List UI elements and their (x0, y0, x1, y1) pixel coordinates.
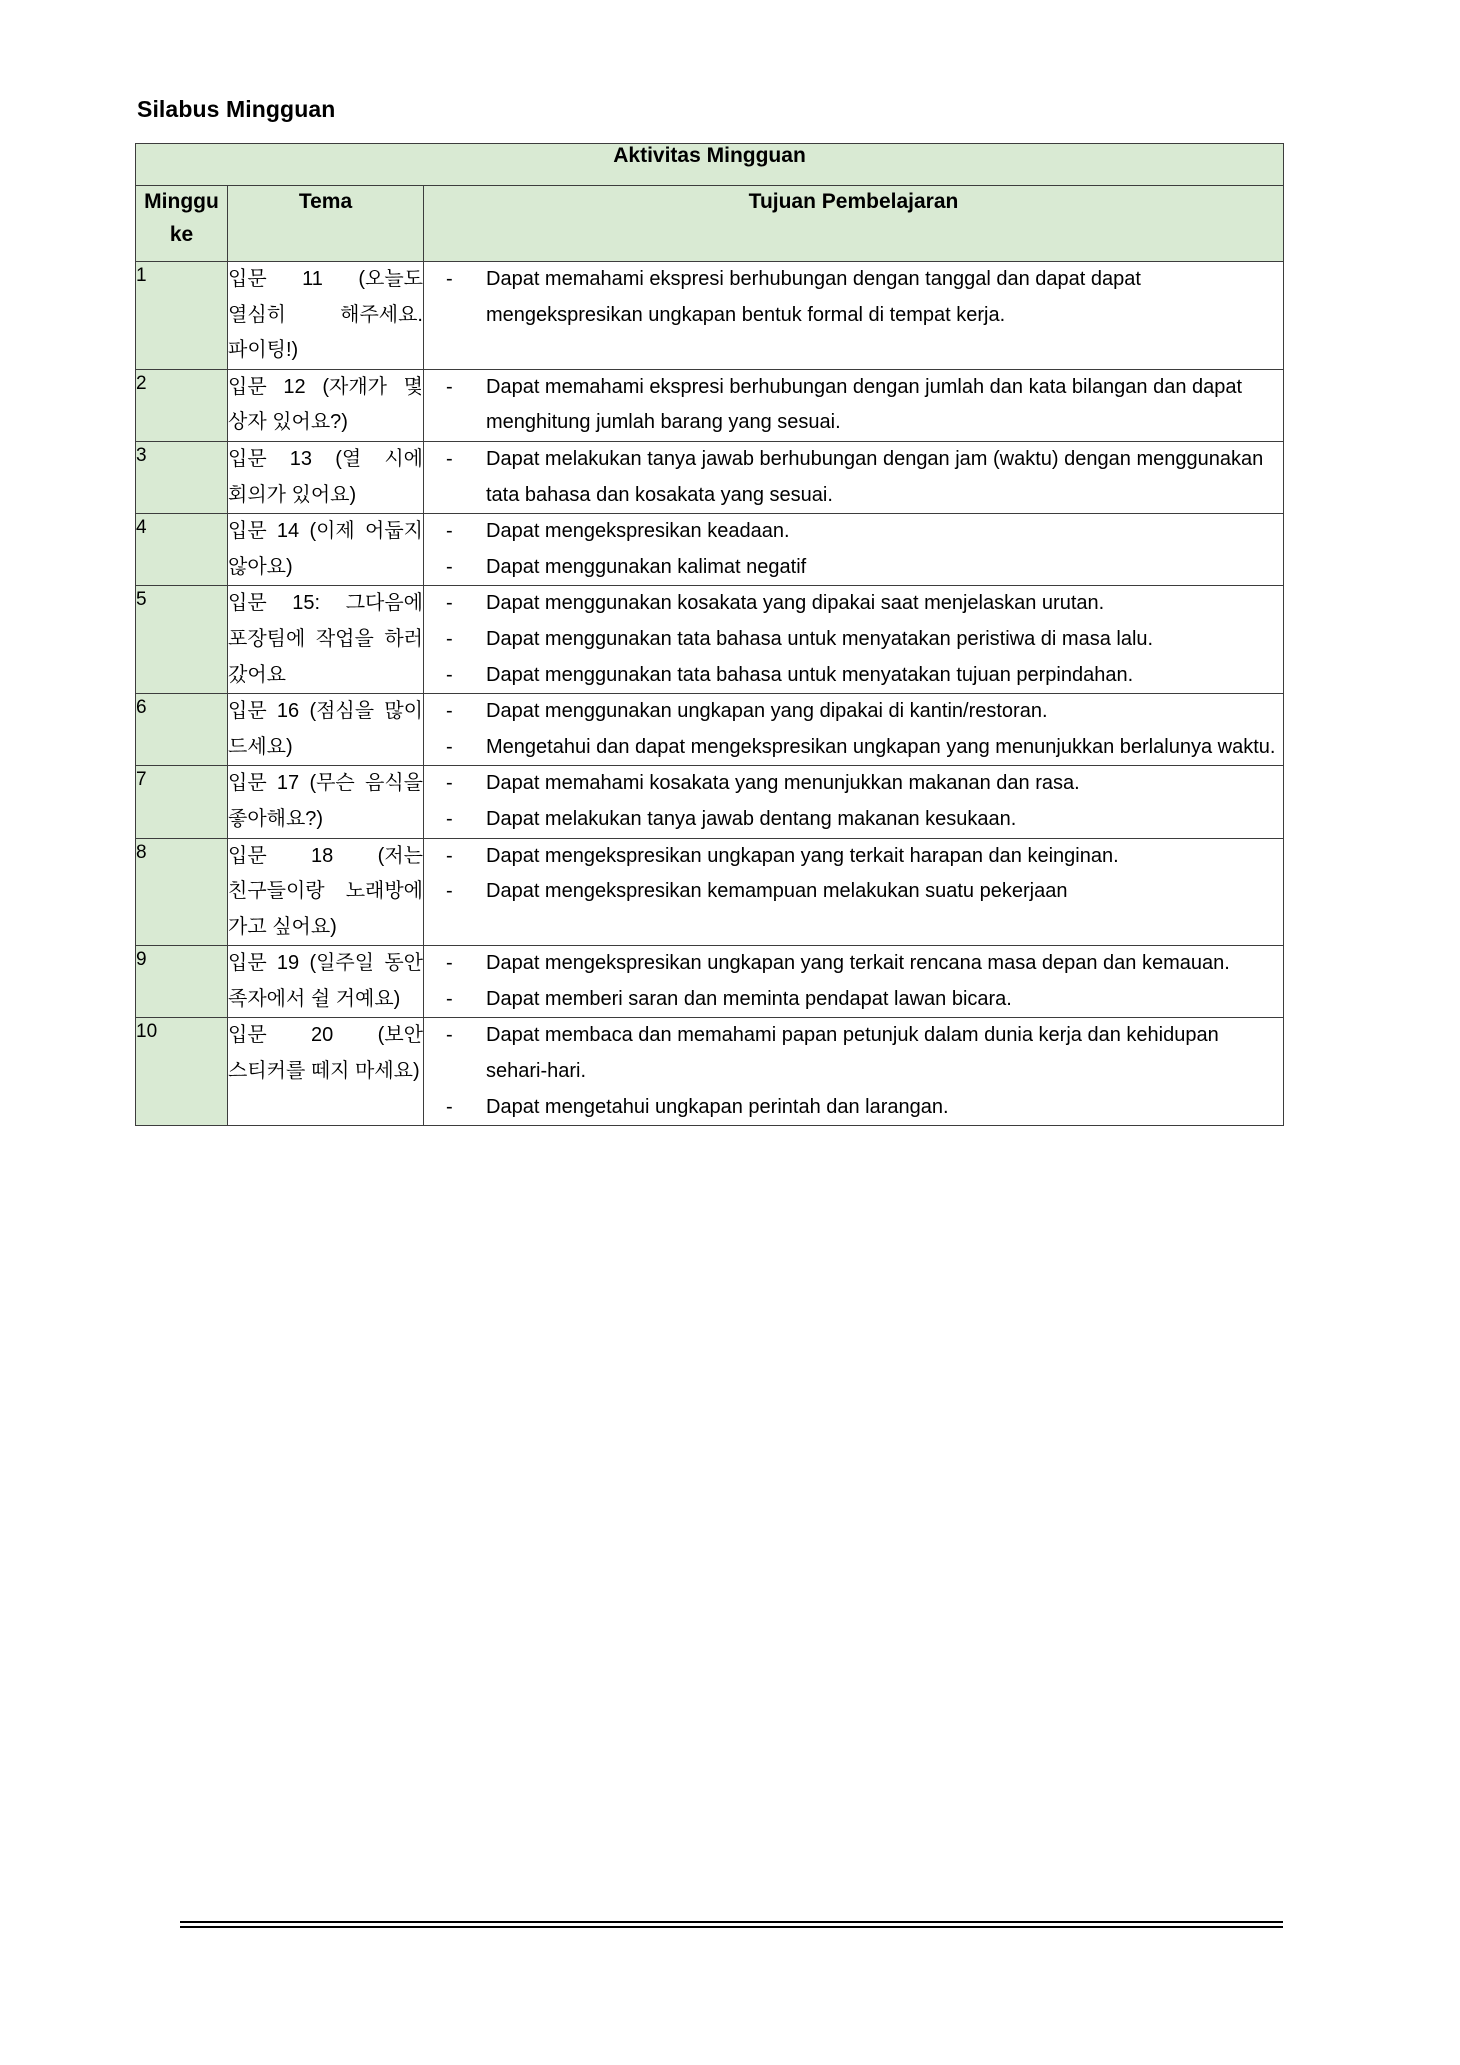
table-row (136, 586, 1284, 694)
objective-item: - Dapat menggunakan ungkapan yang dipakai di kantin/restoran. (424, 694, 1283, 730)
cell-objectives (424, 946, 1284, 1018)
table-row (136, 838, 1284, 946)
objective-item: - Dapat memberi saran dan meminta pendapat lawan bicara. (424, 982, 1283, 1018)
objective-item: - Dapat melakukan tanya jawab dentang makanan kesukaan. (424, 802, 1283, 838)
table-column-header-row (136, 186, 1284, 262)
column-header-week (136, 186, 228, 262)
cell-theme: 입문 20 (보안 스티커를 떼지 마세요) (228, 1018, 424, 1126)
column-header-week-line2: ke (169, 222, 194, 246)
objective-item: - Dapat menggunakan tata bahasa untuk menyatakan peristiwa di masa lalu. (424, 622, 1283, 658)
cell-week-number: 3 (136, 441, 228, 513)
cell-theme: 입문 12 (자개가 몇 상자 있어요?) (228, 369, 424, 441)
objective-list (424, 694, 1283, 765)
column-header-week-line1: Minggu (144, 190, 219, 213)
cell-theme: 입문 14 (이제 어둡지 않아요) (228, 514, 424, 586)
cell-week-number: 4 (136, 514, 228, 586)
cell-theme: 입문 18 (저는 친구들이랑 노래방에 가고 싶어요) (228, 838, 424, 946)
table-body (136, 262, 1284, 1126)
cell-theme: 입문 16 (점심을 많이 드세요) (228, 694, 424, 766)
objective-item: - Dapat melakukan tanya jawab berhubungan dengan jam (waktu) dengan menggunakan tata bahasa dan kosakata yang sesuai. (424, 442, 1283, 513)
cell-week-number: 10 (136, 1018, 228, 1126)
objective-item: - Dapat memahami ekspresi berhubungan dengan jumlah dan kata bilangan dan dapat menghitung jumlah barang yang sesuai. (424, 370, 1283, 441)
cell-week-number: 7 (136, 766, 228, 838)
objective-item: - Dapat mengetahui ungkapan perintah dan larangan. (424, 1090, 1283, 1126)
objective-item: - Dapat menggunakan kalimat negatif (424, 550, 1283, 586)
cell-objectives (424, 694, 1284, 766)
table-row (136, 946, 1284, 1018)
objective-list (424, 514, 1283, 585)
column-header-theme: Tema (228, 186, 424, 262)
table-row (136, 766, 1284, 838)
column-header-objectives: Tujuan Pembelajaran (424, 186, 1284, 262)
objective-list (424, 839, 1283, 910)
objective-item: - Dapat memahami kosakata yang menunjukkan makanan dan rasa. (424, 766, 1283, 802)
table-row (136, 694, 1284, 766)
cell-theme: 입문 11 (오늘도 열심히 해주세요. 파이팅!) (228, 262, 424, 370)
objective-list (424, 370, 1283, 441)
cell-week-number: 5 (136, 586, 228, 694)
cell-objectives (424, 441, 1284, 513)
cell-theme: 입문 13 (열 시에 회의가 있어요) (228, 441, 424, 513)
cell-week-number: 8 (136, 838, 228, 946)
objective-item: - Dapat menggunakan tata bahasa untuk menyatakan tujuan perpindahan. (424, 658, 1283, 694)
cell-objectives (424, 369, 1284, 441)
cell-week-number: 6 (136, 694, 228, 766)
cell-objectives (424, 586, 1284, 694)
table-row (136, 262, 1284, 370)
cell-objectives (424, 838, 1284, 946)
objective-list (424, 442, 1283, 513)
table-title-cell: Aktivitas Mingguan (136, 144, 1284, 186)
cell-objectives (424, 262, 1284, 370)
cell-objectives (424, 766, 1284, 838)
objective-item: - Dapat mengekspresikan ungkapan yang terkait harapan dan keinginan. (424, 839, 1283, 875)
table-header-merged-row (136, 144, 1284, 186)
cell-week-number: 9 (136, 946, 228, 1018)
cell-theme: 입문 17 (무슨 음식을 좋아해요?) (228, 766, 424, 838)
footer-divider-line-bottom (180, 1926, 1283, 1928)
cell-week-number: 1 (136, 262, 228, 370)
footer-divider-line-top (180, 1921, 1283, 1923)
objective-item: - Dapat mengekspresikan ungkapan yang terkait rencana masa depan dan kemauan. (424, 946, 1283, 982)
objective-item: - Dapat mengekspresikan keadaan. (424, 514, 1283, 550)
cell-week-number: 2 (136, 369, 228, 441)
cell-objectives (424, 514, 1284, 586)
objective-item: - Dapat menggunakan kosakata yang dipakai saat menjelaskan urutan. (424, 586, 1283, 622)
objective-list (424, 946, 1283, 1017)
weekly-syllabus-table (135, 143, 1284, 1126)
table-row (136, 514, 1284, 586)
cell-theme: 입문 15: 그다음에 포장팀에 작업을 하러 갔어요 (228, 586, 424, 694)
table-row (136, 1018, 1284, 1126)
table-header (136, 144, 1284, 262)
objective-list (424, 586, 1283, 693)
objective-item: - Dapat membaca dan memahami papan petunjuk dalam dunia kerja dan kehidupan sehari-hari. (424, 1018, 1283, 1089)
page-title: Silabus Mingguan (137, 96, 336, 122)
footer-divider (180, 1921, 1283, 1928)
objective-item: - Mengetahui dan dapat mengekspresikan ungkapan yang menunjukkan berlalunya waktu. (424, 730, 1283, 766)
objective-list (424, 1018, 1283, 1125)
objective-list (424, 766, 1283, 837)
table-row (136, 441, 1284, 513)
objective-item: - Dapat memahami ekspresi berhubungan dengan tanggal dan dapat dapat mengekspresikan ungkapan bentuk formal di tempat kerja. (424, 262, 1283, 333)
cell-objectives (424, 1018, 1284, 1126)
objective-item: - Dapat mengekspresikan kemampuan melakukan suatu pekerjaan (424, 874, 1283, 910)
objective-list (424, 262, 1283, 333)
table-row (136, 369, 1284, 441)
cell-theme: 입문 19 (일주일 동안 족자에서 쉴 거예요) (228, 946, 424, 1018)
